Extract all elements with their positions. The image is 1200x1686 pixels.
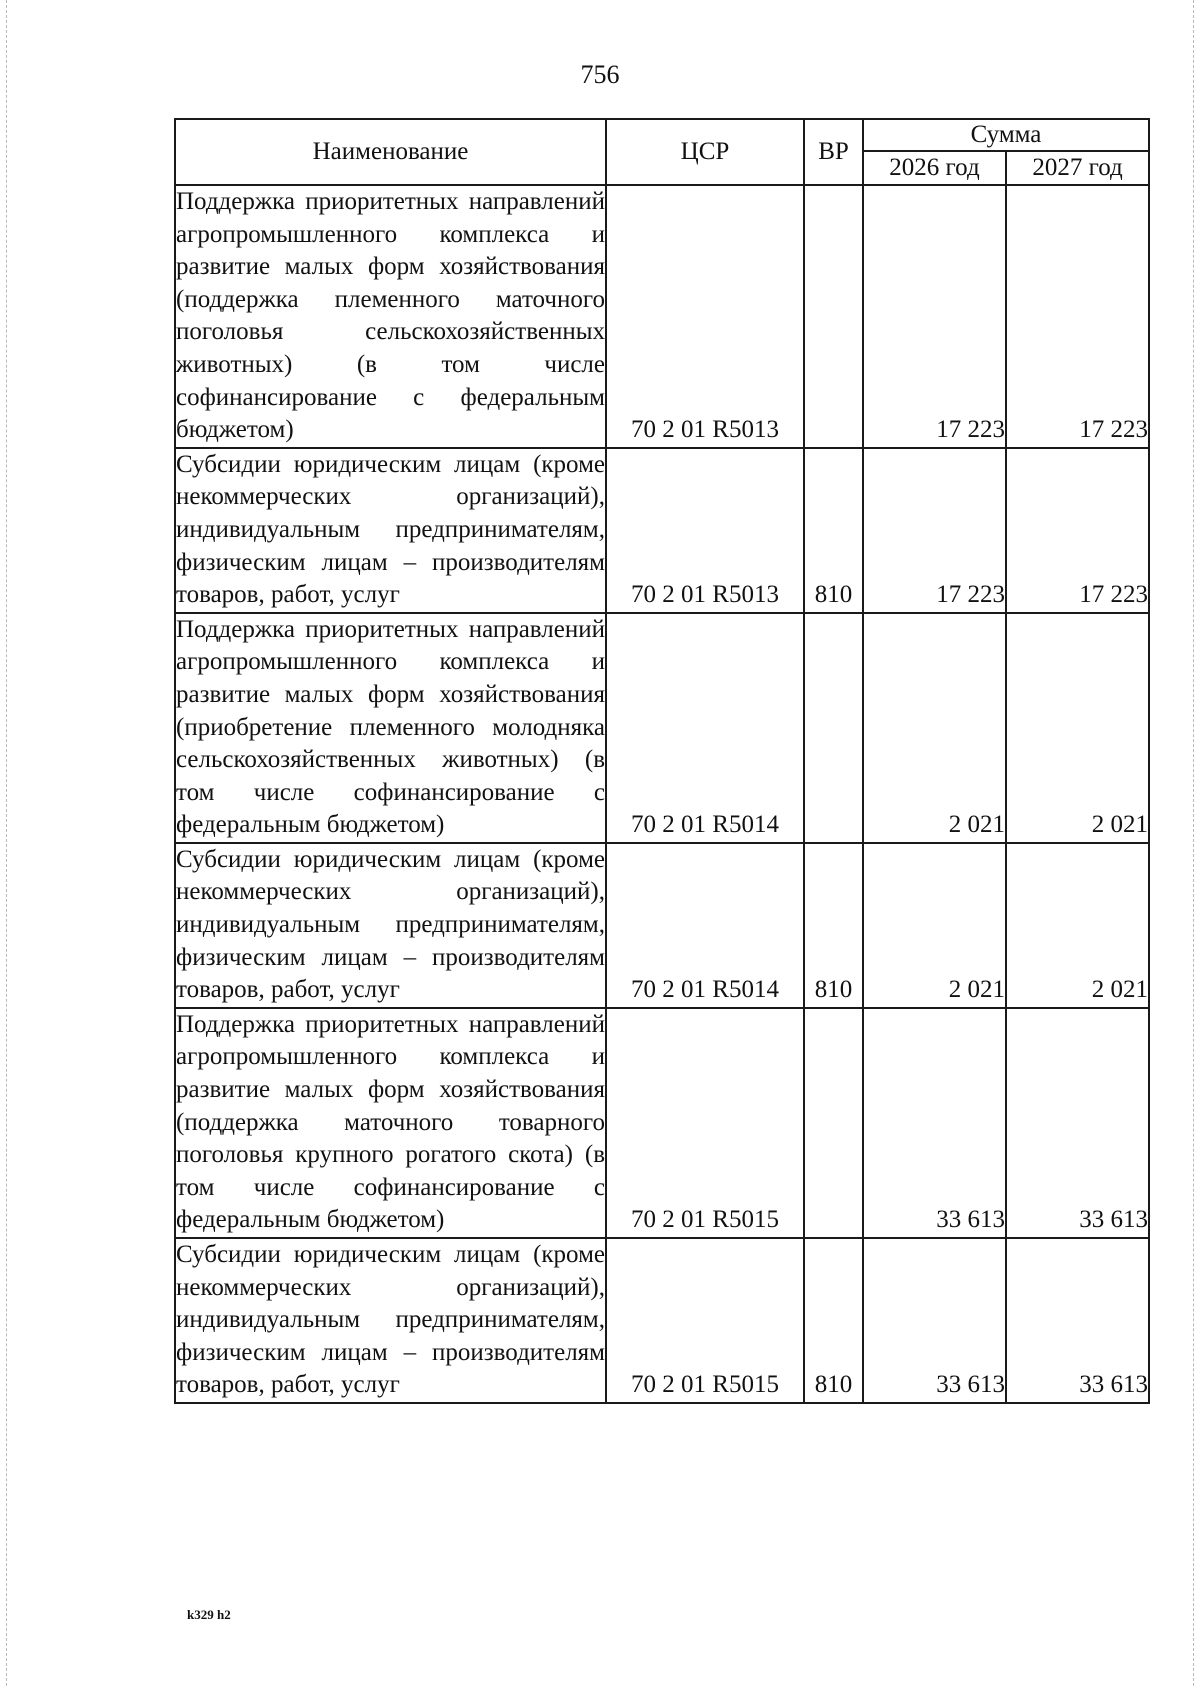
footer-document-code: k329 h2: [187, 1607, 231, 1622]
table-row: [175, 843, 1149, 1008]
row-name: Субсидии юридическим лицам (кроме некоммерческих организаций), индивидуальным предпринимателям, физическим лицам – производителям товаров, работ, услуг: [175, 1238, 606, 1403]
row-vr: 810: [804, 843, 863, 1008]
table-body: [175, 185, 1149, 1403]
header-csr: ЦСР: [606, 119, 804, 185]
table-row: [175, 1238, 1149, 1403]
header-name: Наименование: [175, 119, 606, 185]
row-csr: 70 2 01 R5015: [606, 1008, 804, 1238]
row-sum-2027: 33 613: [1006, 1238, 1149, 1403]
row-sum-2027: 17 223: [1006, 185, 1149, 448]
row-sum-2026: 33 613: [863, 1238, 1006, 1403]
row-name: Поддержка приоритетных направлений агропромышленного комплекса и развитие малых форм хозяйствования (поддержка маточного товарного поголовья крупного рогатого скота) (в том числе софинансирование с федеральным бюджетом): [175, 1008, 606, 1238]
table-header: [175, 119, 1149, 185]
row-name: Поддержка приоритетных направлений агропромышленного комплекса и развитие малых форм хозяйствования (приобретение племенного молодняка сельскохозяйственных животных) (в том числе софинансирование с федеральным бюджетом): [175, 613, 606, 843]
row-csr: 70 2 01 R5014: [606, 843, 804, 1008]
table-row: [175, 1008, 1149, 1238]
row-sum-2026: 2 021: [863, 613, 1006, 843]
row-sum-2027: 17 223: [1006, 448, 1149, 613]
header-sum: Сумма: [863, 119, 1149, 151]
row-sum-2026: 17 223: [863, 448, 1006, 613]
row-sum-2026: 33 613: [863, 1008, 1006, 1238]
row-vr: 810: [804, 448, 863, 613]
row-name: Поддержка приоритетных направлений агропромышленного комплекса и развитие малых форм хозяйствования (поддержка племенного маточного поголовья сельскохозяйственных животных) (в том числе софинансирование с федеральным бюджетом): [175, 185, 606, 448]
budget-table: [174, 118, 1150, 1404]
row-csr: 70 2 01 R5013: [606, 448, 804, 613]
table-row: [175, 185, 1149, 448]
row-sum-2027: 2 021: [1006, 843, 1149, 1008]
page-number: 756: [580, 60, 620, 89]
row-csr: 70 2 01 R5015: [606, 1238, 804, 1403]
row-sum-2027: 2 021: [1006, 613, 1149, 843]
row-sum-2026: 2 021: [863, 843, 1006, 1008]
header-vr: ВР: [804, 119, 863, 185]
row-sum-2026: 17 223: [863, 185, 1006, 448]
scan-edge-right: [1193, 0, 1194, 1686]
table-row: [175, 448, 1149, 613]
scan-edge-left: [6, 0, 7, 1686]
row-vr: [804, 613, 863, 843]
header-year-2026: 2026 год: [863, 151, 1006, 185]
row-vr: 810: [804, 1238, 863, 1403]
table-row: [175, 613, 1149, 843]
row-name: Субсидии юридическим лицам (кроме некоммерческих организаций), индивидуальным предпринимателям, физическим лицам – производителям товаров, работ, услуг: [175, 843, 606, 1008]
row-csr: 70 2 01 R5013: [606, 185, 804, 448]
row-csr: 70 2 01 R5014: [606, 613, 804, 843]
header-year-2027: 2027 год: [1006, 151, 1149, 185]
row-vr: [804, 185, 863, 448]
row-vr: [804, 1008, 863, 1238]
row-name: Субсидии юридическим лицам (кроме некоммерческих организаций), индивидуальным предпринимателям, физическим лицам – производителям товаров, работ, услуг: [175, 448, 606, 613]
row-sum-2027: 33 613: [1006, 1008, 1149, 1238]
